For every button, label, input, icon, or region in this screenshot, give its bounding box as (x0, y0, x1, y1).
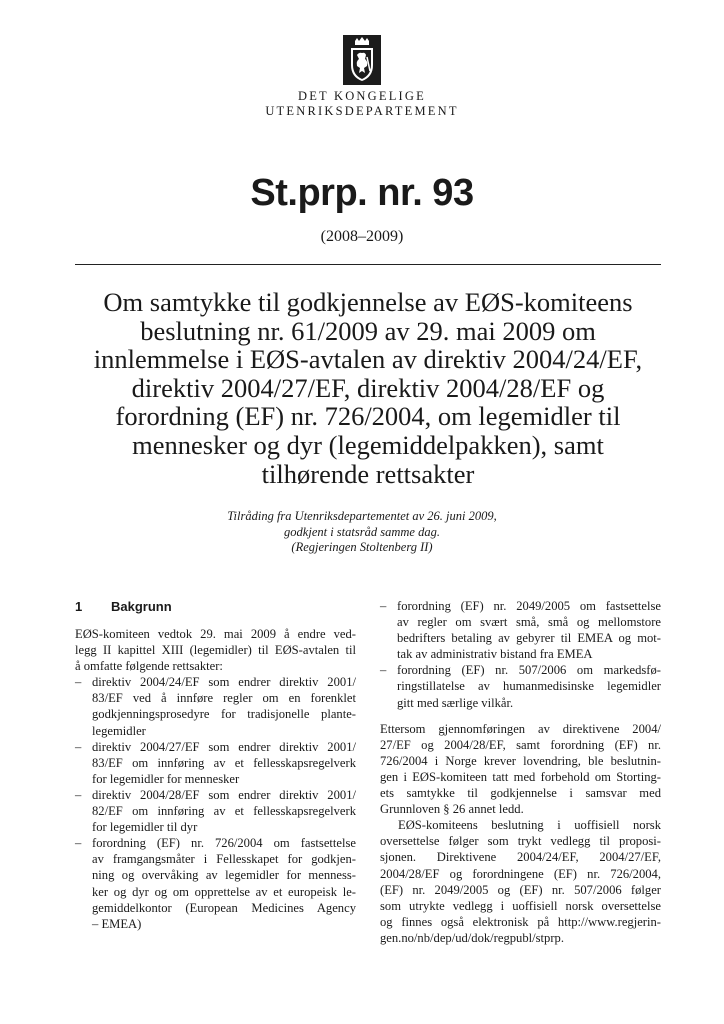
text-line: oversettelse følger som trykt vedlegg til proposi- (380, 834, 661, 849)
title-divider (75, 264, 661, 265)
text-line: 27/EF og 2004/28/EF, samt forordning (EF) nr. (380, 737, 661, 752)
recommendation-line: godkjent i statsråd samme dag. (284, 524, 440, 539)
section-number: 1 (75, 599, 83, 614)
text-line: gen.no/nb/dep/ud/dok/regpubl/stprp. (380, 930, 564, 945)
section-title: Bakgrunn (111, 599, 172, 614)
text-line: forordning (EF) nr. 2049/2005 om fastsettelse (397, 599, 661, 613)
text-line: 82/EF om innføring av et fellesskapsregelverk (92, 804, 356, 819)
subject-line: Om samtykke til godkjennelse av EØS-komiteens (103, 287, 633, 317)
dash-bullet: – (75, 739, 82, 754)
text-line: 83/EF ved å innføre regler om en forenklet (92, 691, 356, 706)
text-line: Ettersom gjennomføringen av direktivene 2004/ (380, 721, 661, 736)
dash-bullet: – (75, 675, 82, 690)
list-item (75, 835, 356, 932)
subject-line: mennesker og dyr (legemiddelpakken), samt (132, 429, 604, 460)
subject-line: beslutning nr. 61/2009 av 29. mai 2009 om (140, 315, 596, 346)
left-column (75, 598, 356, 932)
text-line: godkjenningsprosedyre for tradisjonelle plante- (92, 707, 356, 722)
text-line: gemiddelkontor (European Medicines Agency (92, 900, 356, 915)
subject-line: forordning (EF) nr. 726/2004, om legemidler til (115, 401, 621, 432)
text-line: av regler om svært små, små og mellomstore (397, 615, 661, 630)
text-line: ringstillatelse av humanmedisinske legemidler (397, 679, 661, 694)
text-line: direktiv 2004/27/EF som endrer direktiv 2001/ (92, 739, 356, 754)
text-line: og finnes også elektronisk på http://www.regjerin- (380, 914, 661, 929)
recommendation-note (0, 509, 724, 556)
document-title: St.prp. nr. 93 (250, 172, 474, 214)
text-line: – EMEA) (92, 916, 142, 931)
recommendation-line: Tilråding fra Utenriksdepartementet av 26. juni 2009, (227, 509, 497, 523)
text-line: av framgangsmåter i Fellesskapet for godkjen- (92, 852, 356, 867)
text-line: for legemidler for mennesker (92, 771, 240, 786)
list-item (380, 662, 661, 710)
text-line: ker og dyr og om opprettelse av et europeisk le- (92, 884, 356, 899)
text-line: gitt med særlige vilkår. (397, 695, 514, 710)
list-item (75, 674, 356, 738)
text-line: sjonen. Direktivene 2004/24/EF, 2004/27/EF, (380, 850, 661, 865)
text-line: direktiv 2004/24/EF som endrer direktiv 2001/ (92, 675, 356, 690)
intro-paragraph (75, 626, 356, 674)
dash-bullet: – (75, 787, 82, 802)
text-line: ning og overvåking av legemidler for menness- (92, 868, 356, 883)
recommendation-line: (Regjeringen Stoltenberg II) (291, 540, 433, 554)
subject-line: innlemmelse i EØS-avtalen av direktiv 2004/24/EF, (93, 344, 643, 375)
paragraph (380, 817, 661, 946)
text-line: EØS-komiteens beslutning i uoffisiell norsk (398, 818, 661, 833)
text-line: gen i EØS-komiteen tatt med forbehold om Storting- (380, 769, 661, 784)
section-heading (75, 598, 356, 626)
dash-bullet: – (380, 599, 387, 613)
list-item (380, 598, 661, 662)
department-name-line2: UTENRIKSDEPARTEMENT (265, 104, 459, 118)
text-line: legg II kapittel XIII (legemidler) til EØS-avtalen til (75, 643, 356, 658)
paragraph (380, 721, 661, 818)
document-subject (70, 288, 666, 488)
text-line: forordning (EF) nr. 726/2004 om fastsettelse (92, 836, 356, 851)
text-line: direktiv 2004/28/EF som endrer direktiv 2001/ (92, 787, 356, 802)
text-line: som utrykte vedlegg i uoffisiell norsk oversettelse (380, 898, 661, 913)
dash-bullet: – (380, 663, 387, 678)
text-line: EØS-komiteen vedtok 29. mai 2009 å endre ved- (75, 627, 356, 641)
text-line: Grunnloven § 26 annet ledd. (380, 802, 524, 817)
subject-line: tilhørende rettsakter (261, 458, 475, 489)
text-line: forordning (EF) nr. 507/2006 om markedsfø- (397, 663, 661, 678)
text-line: for legemidler til dyr (92, 820, 198, 835)
text-line: 2004/28/EF og forordningene (EF) nr. 726/2004, (380, 866, 661, 881)
dash-bullet: – (75, 836, 82, 851)
list-item (75, 739, 356, 787)
text-line: 83/EF om innføring av et fellesskapsregelverk (92, 755, 356, 770)
text-line: 726/2004 i Norge krever lovendring, ble beslutnin- (380, 753, 661, 768)
text-line: tak av administrativ bistand fra EMEA (397, 647, 593, 662)
text-line: å omfatte følgende rettsakter: (75, 659, 223, 674)
list-item (75, 787, 356, 835)
session-years: (2008–2009) (320, 228, 404, 245)
text-line: legemidler (92, 723, 146, 738)
text-line: (EF) nr. 2049/2005 og (EF) nr. 507/2006 følger (380, 882, 661, 897)
text-line: ets samtykke til godkjennelse i samsvar med (380, 786, 661, 801)
department-name-line1: DET KONGELIGE (297, 89, 426, 103)
subject-line: direktiv 2004/27/EF, direktiv 2004/28/EF og (131, 372, 605, 403)
right-column (380, 598, 661, 946)
spacer (380, 711, 661, 721)
text-line: bedrifters betaling av gebyrer til EMEA og mot- (397, 631, 661, 646)
coat-of-arms-icon (343, 35, 381, 85)
